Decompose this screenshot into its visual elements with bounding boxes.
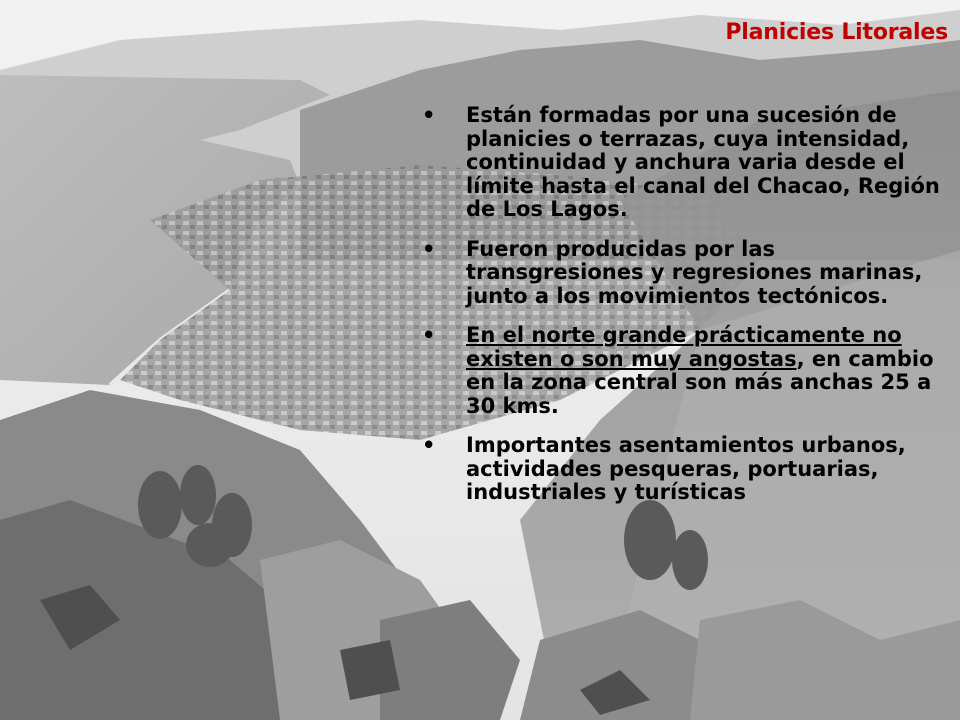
bullet-item xyxy=(422,104,942,222)
bullet-marker: • xyxy=(422,433,436,457)
bullet-item xyxy=(422,238,942,309)
bullet-text: Están formadas por una sucesión de planicies o terrazas, cuya intensidad, continuidad y anchura varia desde el límite hasta el canal del Chacao, Región de Los Lagos. xyxy=(466,103,940,221)
bullet-item xyxy=(422,324,942,418)
bullet-text: Fueron producidas por las transgresiones y regresiones marinas, junto a los movimientos tectónicos. xyxy=(466,236,923,308)
bullet-text: , en cambio en la zona central son más anchas 25 a 30 kms. xyxy=(466,346,934,418)
bullet-item xyxy=(422,434,942,505)
bullet-text-underlined: En el norte grande prácticamente no existen o son muy angostas xyxy=(466,323,902,371)
bullet-list xyxy=(422,104,942,521)
slide-title: Planicies Litorales xyxy=(725,20,948,45)
bullet-marker: • xyxy=(422,236,436,261)
bullet-text: Importantes asentamientos urbanos, actividades pesqueras, portuarias, industriales y turísticas xyxy=(466,433,906,504)
bullet-marker: • xyxy=(422,103,436,127)
bullet-marker: • xyxy=(422,323,436,347)
